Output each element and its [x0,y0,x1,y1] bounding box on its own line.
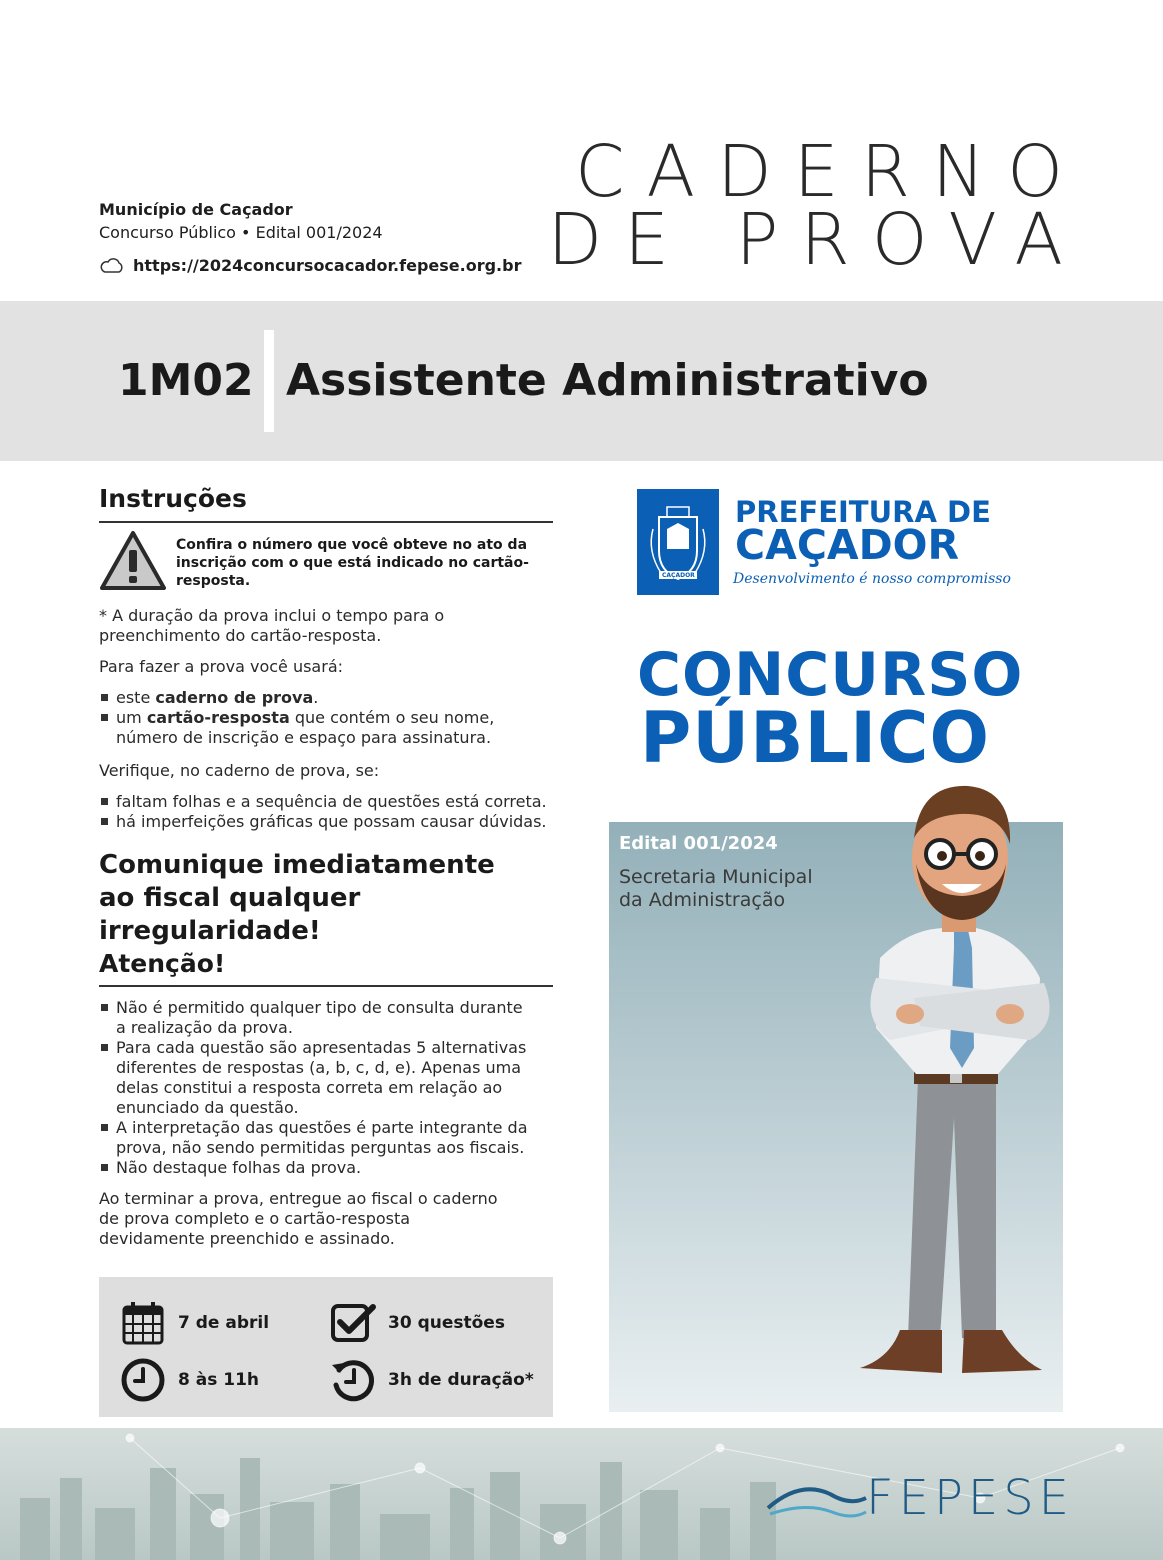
concurso-line2: PÚBLICO [640,697,991,779]
warning-text: Confira o número que você obteve no ato da inscrição com o que está indicado no cartão-resposta. [176,537,529,589]
list-item: Para cada questão são apresentadas 5 alternativas diferentes de respostas (a, b, c, d, e). Apenas uma delas constitui a resposta correta em relação ao enunciado da questão. [99,1038,529,1118]
verify-list [99,792,549,832]
municipality-name: Município de Caçador [99,200,293,219]
crest-label: CAÇADOR [662,572,695,579]
checkbox-icon [330,1300,376,1346]
list-item: Não é permitido qualquer tipo de consulta durante a realização da prova. [99,998,529,1038]
cloud-icon [99,258,125,274]
booklet-title [547,130,1085,281]
instructions-rule [99,521,553,523]
prefeitura-slogan: Desenvolvimento é nosso compromisso [733,571,1011,587]
attention-heading: Atenção! [99,949,226,978]
booklet-title-line1: CADERNO [574,130,1085,213]
exam-questions: 30 questões [330,1300,505,1346]
use-list [99,688,549,748]
history-icon [330,1357,376,1403]
prefeitura-line2: CAÇADOR [735,521,960,569]
exam-duration: 3h de duração* [330,1357,534,1403]
clock-icon [120,1357,166,1403]
list-item: este caderno de prova. [99,688,549,708]
position-name: Assistente Administrativo [286,355,929,406]
list-item: A interpretação das questões é parte integrante da prova, não sendo permitidas perguntas aos fiscais. [99,1118,529,1158]
list-item: há imperfeições gráficas que possam causar dúvidas. [99,812,549,832]
prefeitura-line1: PREFEITURA DE [735,495,991,529]
attention-list [99,998,529,1178]
position-divider [264,330,274,432]
use-intro: Para fazer a prova você usará: [99,657,344,676]
exam-time: 8 às 11h [120,1357,259,1403]
contest-edital: Concurso Público • Edital 001/2024 [99,223,383,242]
warning-icon [99,530,167,592]
panel-edital: Edital 001/2024 [619,833,778,854]
list-item: um cartão-resposta que contém o seu nome, número de inscrição e espaço para assinatura. [99,708,549,748]
booklet-title-line2: DE PROVA [547,198,1085,281]
concurso-line1: CONCURSO [637,640,1024,710]
list-item: faltam folhas e a sequência de questões está correta. [99,792,549,812]
attention-rule [99,985,553,987]
fepese-logo: FEPESE [866,1470,1075,1526]
character-illustration [850,778,1060,1398]
website-link[interactable] [99,256,521,275]
instructions-heading: Instruções [99,484,247,513]
panel-secretaria: Secretaria Municipal da Administração [619,866,813,911]
website-url[interactable]: https://2024concursocacador.fepese.org.br [133,256,522,275]
closing-text: Ao terminar a prova, entregue ao fiscal o caderno de prova completo e o cartão-resposta devidamente preenchido e assinado. [99,1189,498,1248]
position-code: 1M02 [118,355,254,406]
prefeitura-logo [637,489,1011,603]
calendar-icon [120,1300,166,1346]
duration-note: * A duração da prova inclui o tempo para o preenchimento do cartão-resposta. [99,606,445,645]
report-irregularity: Comunique imediatamente ao fiscal qualquer irregularidade! [99,850,495,946]
exam-date: 7 de abril [120,1300,269,1346]
list-item: Não destaque folhas da prova. [99,1158,529,1178]
verify-intro: Verifique, no caderno de prova, se: [99,761,380,780]
